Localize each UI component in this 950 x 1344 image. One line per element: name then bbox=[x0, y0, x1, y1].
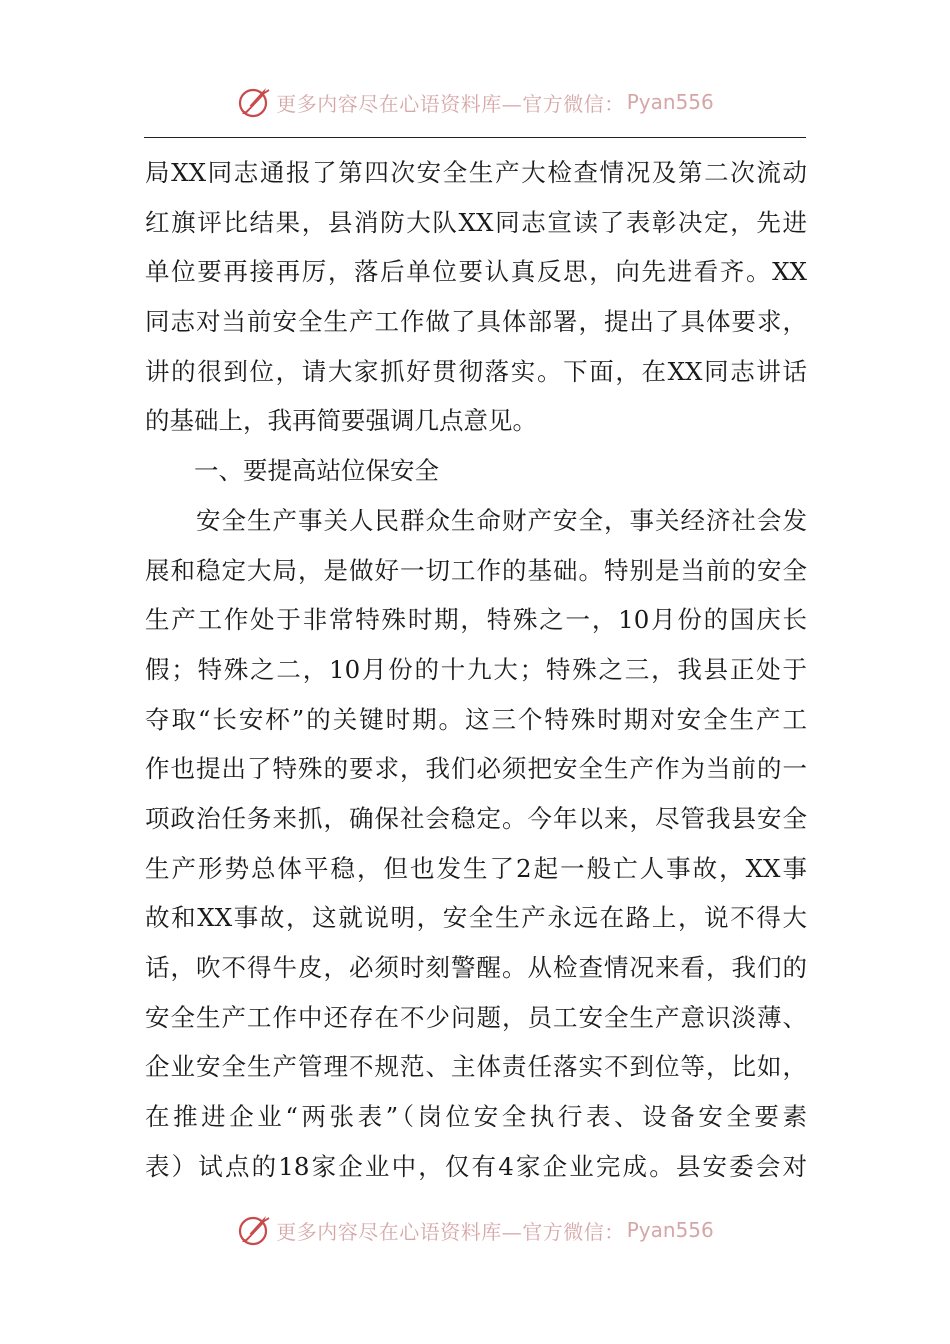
body-line: 项政治任务来抓，确保社会稳定。今年以来，尽管我县安全 bbox=[145, 803, 807, 833]
body-line: 局XX同志通报了第四次安全生产大检查情况及第二次流动 bbox=[145, 158, 807, 187]
body-line: 夺取“长安杯”的关键时期。这三个特殊时期对安全生产工 bbox=[145, 704, 807, 734]
body-line: 故和XX事故，这就说明，安全生产永远在路上，说不得大 bbox=[145, 903, 807, 933]
body-line: 话，吹不得牛皮，必须时刻警醒。从检查情况来看，我们的 bbox=[145, 953, 807, 982]
document-body bbox=[145, 148, 807, 1191]
quill-logo-icon bbox=[236, 84, 272, 120]
body-line: 假；特殊之二，10月份的十九大；特殊之三，我县正处于 bbox=[145, 654, 807, 684]
body-line: 在推进企业“两张表”（岗位安全执行表、设备安全要素 bbox=[145, 1102, 807, 1132]
footer-banner bbox=[0, 1210, 950, 1250]
banner-text: 更多内容尽在心语资料库—官方微信： bbox=[276, 1219, 625, 1244]
body-line: 单位要再接再厉，落后单位要认真反思，向先进看齐。XX bbox=[145, 257, 807, 287]
body-line: 的基础上，我再简要强调几点意见。 bbox=[145, 406, 537, 436]
body-line: 表）试点的18家企业中，仅有4家企业完成。县安委会对 bbox=[145, 1151, 807, 1181]
banner-wechat-id: Pyan556 bbox=[626, 90, 714, 114]
body-line: 讲的很到位，请大家抓好贯彻落实。下面，在XX同志讲话 bbox=[145, 356, 807, 386]
banner-wechat-id: Pyan556 bbox=[626, 1218, 714, 1242]
body-line: 展和稳定大局，是做好一切工作的基础。特别是当前的安全 bbox=[145, 555, 807, 585]
banner-text: 更多内容尽在心语资料库—官方微信： bbox=[276, 91, 625, 116]
body-line: 生产形势总体平稳，但也发生了2起一般亡人事故，XX事 bbox=[145, 853, 807, 883]
body-line: 企业安全生产管理不规范、主体责任落实不到位等，比如， bbox=[145, 1052, 807, 1082]
body-line: 生产工作处于非常特殊时期，特殊之一，10月份的国庆长 bbox=[145, 605, 807, 635]
header-rule bbox=[144, 137, 806, 138]
body-line: 同志对当前安全生产工作做了具体部署，提出了具体要求， bbox=[145, 307, 807, 337]
body-line: 红旗评比结果，县消防大队XX同志宣读了表彰决定，先进 bbox=[145, 207, 807, 237]
header-banner bbox=[0, 82, 950, 122]
body-line: 作也提出了特殊的要求，我们必须把安全生产作为当前的一 bbox=[145, 754, 807, 784]
quill-logo-icon bbox=[236, 1212, 272, 1248]
body-line: 安全生产事关人民群众生命财产安全，事关经济社会发 bbox=[145, 505, 807, 535]
body-line: 安全生产工作中还存在不少问题，员工安全生产意识淡薄、 bbox=[145, 1002, 807, 1032]
section-heading: 一、要提高站位保安全 bbox=[145, 456, 439, 486]
